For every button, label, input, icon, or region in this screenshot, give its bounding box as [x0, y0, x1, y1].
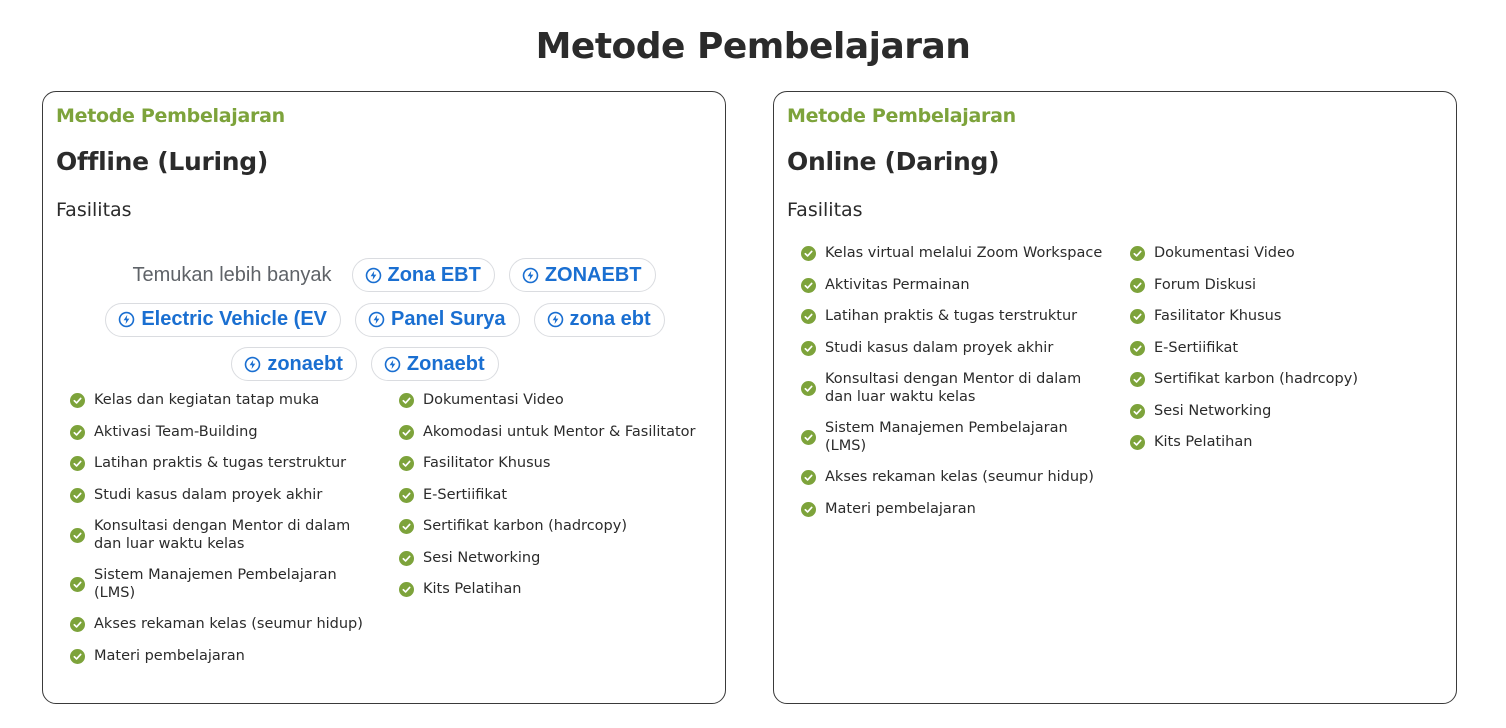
list-item — [1130, 308, 1430, 326]
list-item-text: Konsultasi dengan Mentor di dalam dan luar waktu kelas — [94, 518, 351, 552]
check-circle-icon — [1130, 435, 1145, 450]
list-item-text: Latihan praktis & tugas terstruktur — [94, 455, 347, 471]
list-item-text: E-Sertiifikat — [423, 486, 508, 503]
check-circle-icon — [1130, 309, 1145, 324]
search-chip[interactable]: Panel Surya — [355, 303, 520, 337]
check-circle-icon — [801, 470, 816, 485]
check-circle-icon — [801, 430, 816, 445]
bolt-icon — [368, 311, 385, 328]
list-item — [70, 616, 380, 634]
list-item — [1130, 371, 1430, 389]
list-item — [70, 455, 380, 473]
list-item-text: Materi pembelajaran — [94, 647, 245, 664]
list-item — [801, 340, 1111, 358]
list-item-text: Kelas virtual melalui Zoom Workspace — [825, 245, 1103, 261]
check-circle-icon — [1130, 246, 1145, 261]
list-item — [1130, 245, 1430, 263]
list-item-text: Akomodasi untuk Mentor & Fasilitator — [423, 423, 696, 440]
check-circle-icon — [70, 488, 85, 503]
check-circle-icon — [801, 246, 816, 261]
list-item-text: Kits Pelatihan — [423, 581, 522, 597]
list-item-text: E-Sertiifikat — [1154, 339, 1239, 356]
search-chip[interactable]: zona ebt — [534, 303, 665, 337]
check-circle-icon — [70, 577, 85, 592]
online-card — [773, 91, 1457, 704]
check-circle-icon — [70, 617, 85, 632]
list-item — [801, 501, 1111, 519]
list-item — [801, 420, 1111, 455]
offline-card — [42, 91, 726, 704]
card-eyebrow: Metode Pembelajaran — [787, 105, 1016, 127]
search-chip[interactable]: Electric Vehicle (EV — [105, 303, 341, 337]
check-circle-icon — [801, 381, 816, 396]
list-item — [399, 550, 699, 568]
list-item — [399, 581, 699, 599]
check-circle-icon — [801, 341, 816, 356]
check-circle-icon — [1130, 372, 1145, 387]
list-item — [70, 392, 380, 410]
check-circle-icon — [399, 551, 414, 566]
list-item — [70, 567, 380, 602]
list-item-text: Konsultasi dengan Mentor di dalam dan luar waktu kelas — [825, 371, 1082, 405]
list-item-text: Studi kasus dalam proyek akhir — [825, 339, 1054, 356]
list-item — [801, 245, 1111, 263]
facility-list — [801, 245, 1111, 532]
list-item — [70, 424, 380, 442]
check-circle-icon — [399, 425, 414, 440]
list-item-text: Sertifikat karbon (hadrcopy) — [423, 518, 627, 534]
list-item-text: Sistem Manajemen Pembelajaran (LMS) — [825, 420, 1068, 454]
search-chip[interactable]: Zonaebt — [371, 347, 499, 381]
list-item-text: Latihan praktis & tugas terstruktur — [825, 308, 1078, 324]
list-item-text: Dokumentasi Video — [1154, 245, 1295, 261]
list-item-text: Kits Pelatihan — [1154, 434, 1253, 450]
list-item — [801, 469, 1111, 487]
check-circle-icon — [399, 393, 414, 408]
check-circle-icon — [70, 456, 85, 471]
list-item — [801, 371, 1111, 406]
list-item-text: Sertifikat karbon (hadrcopy) — [1154, 371, 1358, 387]
list-item-text: Studi kasus dalam proyek akhir — [94, 486, 323, 503]
search-chip[interactable]: ZONAEBT — [509, 258, 656, 292]
list-item-text: Fasilitator Khusus — [423, 455, 551, 471]
check-circle-icon — [399, 488, 414, 503]
list-item-text: Fasilitator Khusus — [1154, 308, 1282, 324]
list-item-text: Forum Diskusi — [1154, 276, 1257, 293]
discover-label: Temukan lebih banyak — [132, 263, 332, 286]
check-circle-icon — [70, 528, 85, 543]
bolt-icon — [547, 311, 564, 328]
list-item-text: Dokumentasi Video — [423, 392, 564, 408]
check-circle-icon — [70, 425, 85, 440]
list-item — [399, 518, 699, 536]
list-item-text: Materi pembelajaran — [825, 500, 976, 517]
check-circle-icon — [801, 278, 816, 293]
list-item — [70, 518, 380, 553]
list-item-text: Sesi Networking — [1154, 402, 1272, 419]
list-item-text: Sistem Manajemen Pembelajaran (LMS) — [94, 567, 337, 601]
discover-more-chips — [43, 257, 727, 391]
list-item — [1130, 340, 1430, 358]
facility-list — [1130, 245, 1430, 466]
check-circle-icon — [801, 309, 816, 324]
section-label: Fasilitas — [787, 199, 863, 221]
bolt-icon — [365, 267, 382, 284]
check-circle-icon — [399, 582, 414, 597]
list-item — [399, 487, 699, 505]
list-item-text: Sesi Networking — [423, 549, 541, 566]
list-item-text: Kelas dan kegiatan tatap muka — [94, 392, 320, 408]
list-item — [399, 455, 699, 473]
list-item-text: Akses rekaman kelas (seumur hidup) — [94, 616, 363, 632]
card-eyebrow: Metode Pembelajaran — [56, 105, 285, 127]
check-circle-icon — [801, 502, 816, 517]
list-item — [1130, 403, 1430, 421]
list-item-text: Aktivitas Permainan — [825, 276, 970, 293]
facility-list — [70, 392, 380, 679]
check-circle-icon — [70, 393, 85, 408]
list-item — [801, 308, 1111, 326]
card-heading: Online (Daring) — [787, 147, 1000, 176]
list-item — [70, 648, 380, 666]
list-item — [399, 392, 699, 410]
list-item — [1130, 277, 1430, 295]
page-title: Metode Pembelajaran — [535, 26, 971, 67]
check-circle-icon — [1130, 341, 1145, 356]
list-item — [801, 277, 1111, 295]
section-label: Fasilitas — [56, 199, 132, 221]
list-item-text: Aktivasi Team-Building — [94, 423, 258, 440]
search-chip[interactable]: zonaebt — [231, 347, 357, 381]
check-circle-icon — [1130, 404, 1145, 419]
check-circle-icon — [399, 519, 414, 534]
bolt-icon — [244, 356, 261, 373]
check-circle-icon — [399, 456, 414, 471]
list-item-text: Akses rekaman kelas (seumur hidup) — [825, 469, 1094, 485]
check-circle-icon — [1130, 278, 1145, 293]
check-circle-icon — [70, 649, 85, 664]
list-item — [399, 424, 699, 442]
bolt-icon — [118, 311, 135, 328]
facility-list — [399, 392, 699, 613]
card-heading: Offline (Luring) — [56, 147, 268, 176]
list-item — [1130, 434, 1430, 452]
bolt-icon — [522, 267, 539, 284]
search-chip[interactable]: Zona EBT — [352, 258, 495, 292]
list-item — [70, 487, 380, 505]
bolt-icon — [384, 356, 401, 373]
